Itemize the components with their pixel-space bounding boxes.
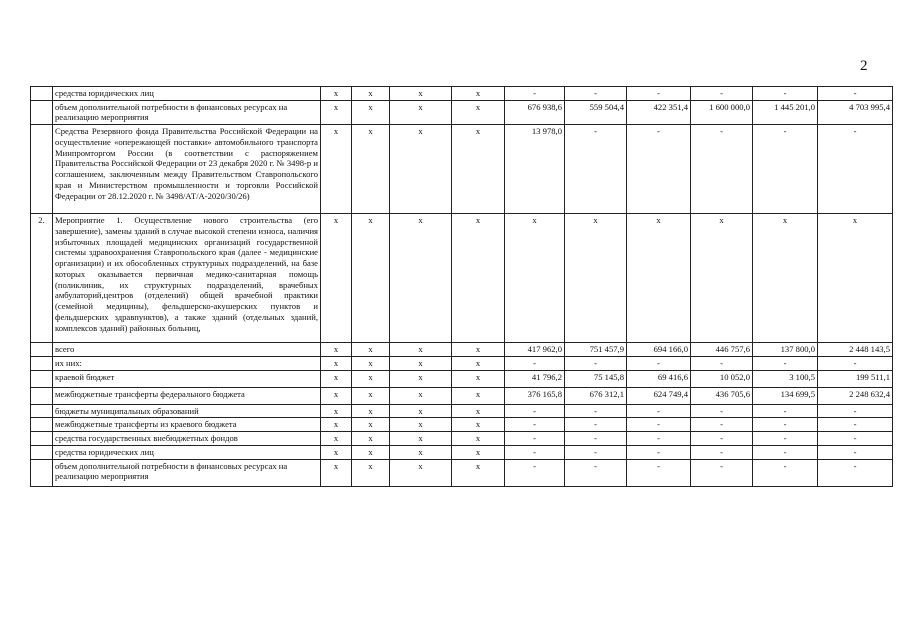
cell-x: х bbox=[452, 370, 505, 387]
cell-x: х bbox=[565, 214, 627, 343]
cell-value: - bbox=[565, 356, 627, 370]
row-number bbox=[31, 459, 53, 486]
cell-x: х bbox=[691, 214, 753, 343]
page-number: 2 bbox=[860, 58, 868, 74]
cell-x: х bbox=[321, 445, 352, 459]
cell-value: - bbox=[565, 404, 627, 418]
cell-x: х bbox=[390, 343, 452, 357]
cell-x: х bbox=[352, 214, 390, 343]
cell-value: 199 511,1 bbox=[818, 370, 893, 387]
cell-x: х bbox=[390, 387, 452, 404]
cell-x: х bbox=[390, 459, 452, 486]
cell-value: - bbox=[753, 459, 818, 486]
cell-value: 75 145,8 bbox=[565, 370, 627, 387]
cell-x: х bbox=[818, 214, 893, 343]
table-row bbox=[31, 356, 893, 370]
cell-value: 751 457,9 bbox=[565, 343, 627, 357]
cell-x: х bbox=[352, 370, 390, 387]
cell-x: х bbox=[321, 418, 352, 432]
cell-x: х bbox=[352, 100, 390, 124]
row-number bbox=[31, 418, 53, 432]
table-row bbox=[31, 387, 893, 404]
cell-x: х bbox=[452, 432, 505, 446]
cell-x: х bbox=[321, 459, 352, 486]
table-row bbox=[31, 87, 893, 101]
cell-value: - bbox=[505, 87, 565, 101]
cell-x: х bbox=[452, 445, 505, 459]
cell-x: х bbox=[321, 214, 352, 343]
row-number bbox=[31, 370, 53, 387]
cell-x: х bbox=[452, 100, 505, 124]
cell-x: х bbox=[390, 432, 452, 446]
row-number bbox=[31, 100, 53, 124]
cell-value: 376 165,8 bbox=[505, 387, 565, 404]
cell-value: - bbox=[753, 418, 818, 432]
table-row bbox=[31, 125, 893, 214]
cell-x: х bbox=[452, 404, 505, 418]
row-number bbox=[31, 356, 53, 370]
cell-value: 417 962,0 bbox=[505, 343, 565, 357]
cell-x: х bbox=[627, 214, 691, 343]
row-description: бюджеты муниципальных образований bbox=[53, 404, 321, 418]
cell-value: - bbox=[627, 125, 691, 214]
cell-value: - bbox=[753, 125, 818, 214]
cell-x: х bbox=[352, 445, 390, 459]
cell-value: - bbox=[753, 432, 818, 446]
cell-x: х bbox=[390, 404, 452, 418]
cell-x: х bbox=[452, 459, 505, 486]
cell-x: х bbox=[352, 387, 390, 404]
cell-value: - bbox=[818, 87, 893, 101]
cell-x: х bbox=[390, 214, 452, 343]
cell-x: х bbox=[452, 387, 505, 404]
row-description: средства юридических лиц bbox=[53, 87, 321, 101]
cell-value: - bbox=[505, 404, 565, 418]
row-number bbox=[31, 387, 53, 404]
cell-x: х bbox=[390, 418, 452, 432]
cell-value: - bbox=[691, 356, 753, 370]
cell-value: - bbox=[565, 432, 627, 446]
cell-value: 559 504,4 bbox=[565, 100, 627, 124]
cell-value: - bbox=[691, 418, 753, 432]
cell-x: х bbox=[352, 87, 390, 101]
cell-x: х bbox=[321, 87, 352, 101]
cell-x: х bbox=[390, 87, 452, 101]
cell-value: - bbox=[505, 356, 565, 370]
cell-value: 137 800,0 bbox=[753, 343, 818, 357]
cell-value: - bbox=[753, 356, 818, 370]
row-number bbox=[31, 125, 53, 214]
row-description: межбюджетные трансферты из краевого бюджета bbox=[53, 418, 321, 432]
cell-value: 1 445 201,0 bbox=[753, 100, 818, 124]
cell-x: х bbox=[505, 214, 565, 343]
cell-value: 10 052,0 bbox=[691, 370, 753, 387]
cell-x: х bbox=[452, 356, 505, 370]
row-number: 2. bbox=[31, 214, 53, 343]
table-row bbox=[31, 432, 893, 446]
cell-value: - bbox=[565, 125, 627, 214]
cell-value: - bbox=[565, 87, 627, 101]
cell-value: - bbox=[691, 125, 753, 214]
cell-value: - bbox=[627, 445, 691, 459]
cell-value: - bbox=[505, 459, 565, 486]
cell-value: - bbox=[818, 125, 893, 214]
cell-value: 624 749,4 bbox=[627, 387, 691, 404]
cell-x: х bbox=[390, 356, 452, 370]
row-number bbox=[31, 87, 53, 101]
table-row bbox=[31, 418, 893, 432]
cell-x: х bbox=[352, 343, 390, 357]
cell-x: х bbox=[452, 125, 505, 214]
cell-x: х bbox=[452, 87, 505, 101]
cell-value: - bbox=[627, 87, 691, 101]
row-description: их них: bbox=[53, 356, 321, 370]
cell-value: - bbox=[505, 445, 565, 459]
cell-value: 13 978,0 bbox=[505, 125, 565, 214]
cell-x: х bbox=[321, 125, 352, 214]
row-number bbox=[31, 445, 53, 459]
row-number bbox=[31, 432, 53, 446]
table-row bbox=[31, 370, 893, 387]
cell-x: х bbox=[321, 356, 352, 370]
cell-value: 69 416,6 bbox=[627, 370, 691, 387]
cell-value: 422 351,4 bbox=[627, 100, 691, 124]
table-row bbox=[31, 445, 893, 459]
cell-x: х bbox=[352, 459, 390, 486]
cell-x: х bbox=[390, 370, 452, 387]
cell-value: 436 705,6 bbox=[691, 387, 753, 404]
cell-value: 446 757,6 bbox=[691, 343, 753, 357]
cell-x: х bbox=[321, 432, 352, 446]
row-number bbox=[31, 404, 53, 418]
row-description: краевой бюджет bbox=[53, 370, 321, 387]
row-description: средства государственных внебюджетных фондов bbox=[53, 432, 321, 446]
row-description: Мероприятие 1. Осуществление нового строительства (его завершение), замены зданий в случае высокой степени износа, наличия избыточных площадей медицинских организаций государственной системы здравоохранения Ставропольского края (далее - медицинские организации) и их обособленных структурных подразделений, на базе которых оказывается первичная медико-санитарная помощь (поликлиник, их структурных подразделений, врачебных амбулаторий,центров (отделений) общей врачебной практики (семейной медицины), фельдшерско-акушерских пунктов и фельдшерских здравпунктов), а также зданий (отдельных зданий, комплексов зданий) районных больниц, bbox=[53, 214, 321, 343]
cell-value: 694 166,0 bbox=[627, 343, 691, 357]
cell-x: х bbox=[352, 404, 390, 418]
cell-x: х bbox=[452, 343, 505, 357]
cell-value: - bbox=[818, 356, 893, 370]
cell-value: 41 796,2 bbox=[505, 370, 565, 387]
cell-value: - bbox=[691, 432, 753, 446]
table-row bbox=[31, 100, 893, 124]
row-description: межбюджетные трансферты федерального бюджета bbox=[53, 387, 321, 404]
cell-value: 134 699,5 bbox=[753, 387, 818, 404]
cell-x: х bbox=[390, 445, 452, 459]
table-row bbox=[31, 214, 893, 343]
row-description: средства юридических лиц bbox=[53, 445, 321, 459]
cell-value: - bbox=[691, 445, 753, 459]
cell-x: х bbox=[452, 214, 505, 343]
cell-value: 676 312,1 bbox=[565, 387, 627, 404]
cell-value: 4 703 995,4 bbox=[818, 100, 893, 124]
cell-x: х bbox=[321, 343, 352, 357]
cell-value: - bbox=[565, 459, 627, 486]
cell-value: - bbox=[627, 459, 691, 486]
cell-value: - bbox=[818, 418, 893, 432]
cell-value: - bbox=[818, 432, 893, 446]
table-row bbox=[31, 459, 893, 486]
cell-value: - bbox=[691, 87, 753, 101]
cell-value: - bbox=[627, 418, 691, 432]
cell-x: х bbox=[452, 418, 505, 432]
row-description: объем дополнительной потребности в финансовых ресурсах на реализацию мероприятия bbox=[53, 100, 321, 124]
cell-value: 2 248 632,4 bbox=[818, 387, 893, 404]
cell-value: - bbox=[505, 432, 565, 446]
cell-value: - bbox=[818, 445, 893, 459]
row-description: объем дополнительной потребности в финансовых ресурсах на реализацию мероприятия bbox=[53, 459, 321, 486]
cell-x: х bbox=[321, 387, 352, 404]
cell-value: 2 448 143,5 bbox=[818, 343, 893, 357]
row-description: всего bbox=[53, 343, 321, 357]
cell-x: х bbox=[390, 125, 452, 214]
cell-x: х bbox=[753, 214, 818, 343]
cell-value: - bbox=[627, 356, 691, 370]
cell-value: - bbox=[753, 404, 818, 418]
table-row bbox=[31, 404, 893, 418]
cell-value: - bbox=[753, 87, 818, 101]
cell-value: - bbox=[505, 418, 565, 432]
cell-value: - bbox=[627, 404, 691, 418]
table-row bbox=[31, 343, 893, 357]
cell-x: х bbox=[352, 432, 390, 446]
cell-value: 1 600 000,0 bbox=[691, 100, 753, 124]
cell-value: - bbox=[565, 445, 627, 459]
cell-x: х bbox=[352, 356, 390, 370]
cell-x: х bbox=[352, 125, 390, 214]
cell-x: х bbox=[321, 404, 352, 418]
cell-value: 676 938,6 bbox=[505, 100, 565, 124]
row-number bbox=[31, 343, 53, 357]
cell-x: х bbox=[390, 100, 452, 124]
cell-value: - bbox=[818, 459, 893, 486]
budget-table bbox=[30, 86, 893, 487]
cell-value: - bbox=[691, 404, 753, 418]
cell-value: 3 100,5 bbox=[753, 370, 818, 387]
row-description: Средства Резервного фонда Правительства Российской Федерации на осуществление «опережающей поставки» автомобильного транспорта Минпромторгом России (в соответствии с распоряжением Правительства Российской Федерации от 23 декабря 2020 г. № 3498-р и соглашением, заключенным между Правительством Ставропольского края и Министерством промышленности и торговли Российской Федерации от 28.12.2020 г. № 3498/АТ/А-2020/30/26) bbox=[53, 125, 321, 214]
cell-value: - bbox=[627, 432, 691, 446]
cell-x: х bbox=[352, 418, 390, 432]
cell-x: х bbox=[321, 370, 352, 387]
cell-x: х bbox=[321, 100, 352, 124]
cell-value: - bbox=[818, 404, 893, 418]
cell-value: - bbox=[753, 445, 818, 459]
cell-value: - bbox=[565, 418, 627, 432]
cell-value: - bbox=[691, 459, 753, 486]
